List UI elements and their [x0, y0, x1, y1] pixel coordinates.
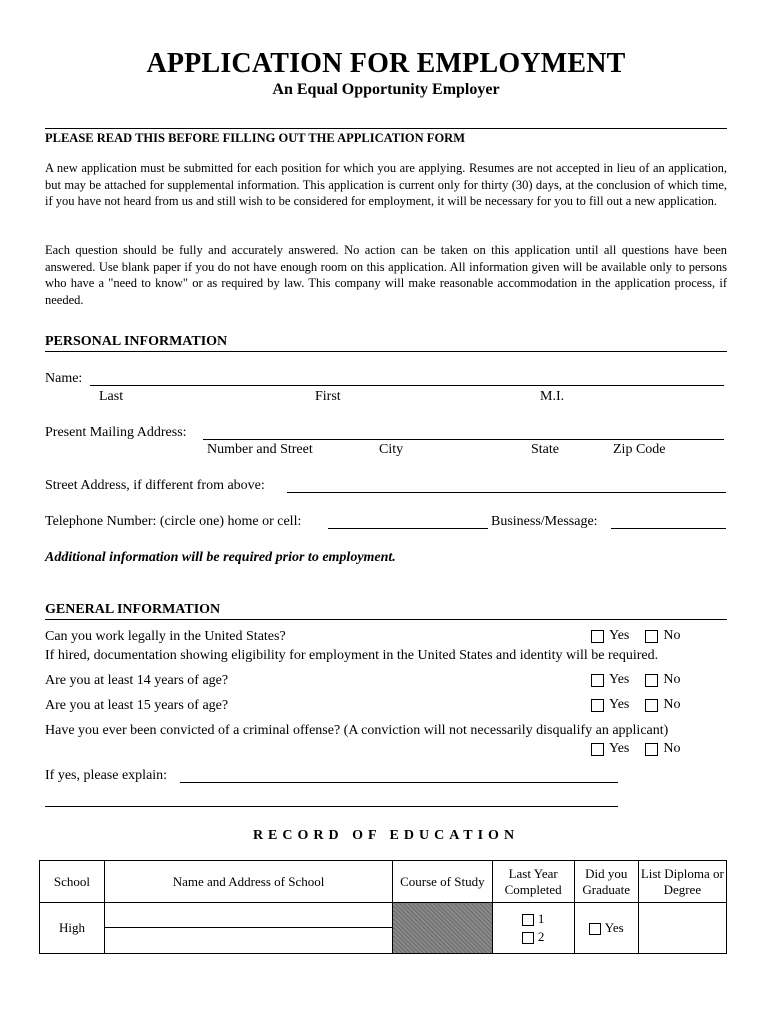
school-address-line[interactable]	[105, 928, 392, 953]
col-graduate: Did you Graduate	[574, 861, 638, 903]
col-school-name: Name and Address of School	[104, 861, 392, 903]
street-address-input-line[interactable]	[287, 492, 726, 493]
col-school: School	[40, 861, 105, 903]
name-input-line[interactable]	[90, 385, 724, 386]
general-heading: GENERAL INFORMATION	[45, 602, 221, 617]
year-2-checkbox[interactable]	[522, 932, 534, 944]
yes-checkbox[interactable]	[591, 743, 604, 756]
q-work-legally: Can you work legally in the United States?	[45, 629, 286, 644]
no-checkbox[interactable]	[645, 699, 658, 712]
table-row	[40, 903, 727, 954]
section-rule	[45, 128, 727, 129]
q-work-legally-note: If hired, documentation showing eligibility for employment in the United States and identity will be required.	[45, 648, 659, 663]
explain-input-line-1[interactable]	[180, 782, 618, 783]
graduate-cell: Yes	[574, 903, 638, 954]
explain-input-line-2[interactable]	[45, 806, 618, 807]
school-name-line[interactable]	[105, 903, 392, 928]
page-title: APPLICATION FOR EMPLOYMENT	[146, 48, 626, 79]
section-rule	[45, 351, 727, 352]
yes-checkbox[interactable]	[591, 674, 604, 687]
name-first-caption: First	[315, 389, 341, 404]
no-checkbox[interactable]	[645, 674, 658, 687]
business-input-line[interactable]	[611, 528, 726, 529]
address-zip-caption: Zip Code	[613, 442, 666, 457]
name-label: Name:	[45, 371, 83, 386]
q-age-14: Are you at least 14 years of age?	[45, 673, 229, 688]
col-course: Course of Study	[393, 861, 492, 903]
telephone-label: Telephone Number: (circle one) home or cell:	[45, 514, 302, 529]
q-criminal-offense-options: Yes No	[591, 741, 681, 757]
page-subtitle: An Equal Opportunity Employer	[272, 81, 500, 98]
mailing-address-label: Present Mailing Address:	[45, 425, 187, 440]
additional-info-note: Additional information will be required prior to employment.	[45, 550, 396, 565]
address-street-caption: Number and Street	[207, 442, 313, 457]
address-city-caption: City	[379, 442, 404, 457]
education-table	[39, 860, 727, 954]
personal-heading: PERSONAL INFORMATION	[45, 334, 228, 349]
q-criminal-offense: Have you ever been convicted of a criminal offense? (A conviction will not necessarily disqualify an applicant)	[45, 723, 669, 738]
mailing-address-input-line[interactable]	[203, 439, 724, 440]
address-state-caption: State	[531, 442, 559, 457]
education-heading: RECORD OF EDUCATION	[252, 828, 520, 843]
q-age-15: Are you at least 15 years of age?	[45, 698, 229, 713]
year-1-checkbox[interactable]	[522, 914, 534, 926]
q-age-14-options: Yes No	[591, 672, 681, 688]
row-high-label: High	[40, 903, 105, 954]
notice-heading: PLEASE READ THIS BEFORE FILLING OUT THE APPLICATION FORM	[45, 131, 465, 145]
name-mi-caption: M.I.	[540, 389, 565, 404]
col-last-year: Last Year Completed	[492, 861, 574, 903]
table-header-row	[40, 861, 727, 903]
no-checkbox[interactable]	[645, 630, 658, 643]
q-age-15-options: Yes No	[591, 697, 681, 713]
explain-label: If yes, please explain:	[45, 768, 168, 783]
diploma-cell[interactable]	[638, 903, 726, 954]
notice-paragraph-1: A new application must be submitted for each position for which you are applying. Resumes are not accepted in lieu of an application, but may be attached for supplemental information. This application is current only for thirty (30) days, at the conclusion of which time, if you have not heard from us and still wish to be considered for employment, it will be necessary for you to fill out a new application.	[45, 161, 727, 208]
course-cell-shaded	[393, 903, 492, 954]
name-last-caption: Last	[99, 389, 124, 404]
telephone-input-line[interactable]	[328, 528, 488, 529]
graduate-yes-checkbox[interactable]	[589, 923, 601, 935]
no-checkbox[interactable]	[645, 743, 658, 756]
yes-checkbox[interactable]	[591, 699, 604, 712]
last-year-cell: 1 2	[492, 903, 574, 954]
street-address-label: Street Address, if different from above:	[45, 478, 265, 493]
notice-paragraph-2: Each question should be fully and accurately answered. No action can be taken on this application until all questions have been answered. Use blank paper if you do not have enough room on this application. All information given will be available only to persons who have a "need to know" or as required by law. This company will make reasonable accommodation in the application process, if needed.	[45, 243, 727, 307]
yes-checkbox[interactable]	[591, 630, 604, 643]
school-name-cell[interactable]	[104, 903, 392, 954]
business-label: Business/Message:	[491, 514, 598, 529]
col-diploma: List Diploma or Degree	[638, 861, 726, 903]
section-rule	[45, 619, 727, 620]
q-work-legally-options: Yes No	[591, 628, 681, 644]
